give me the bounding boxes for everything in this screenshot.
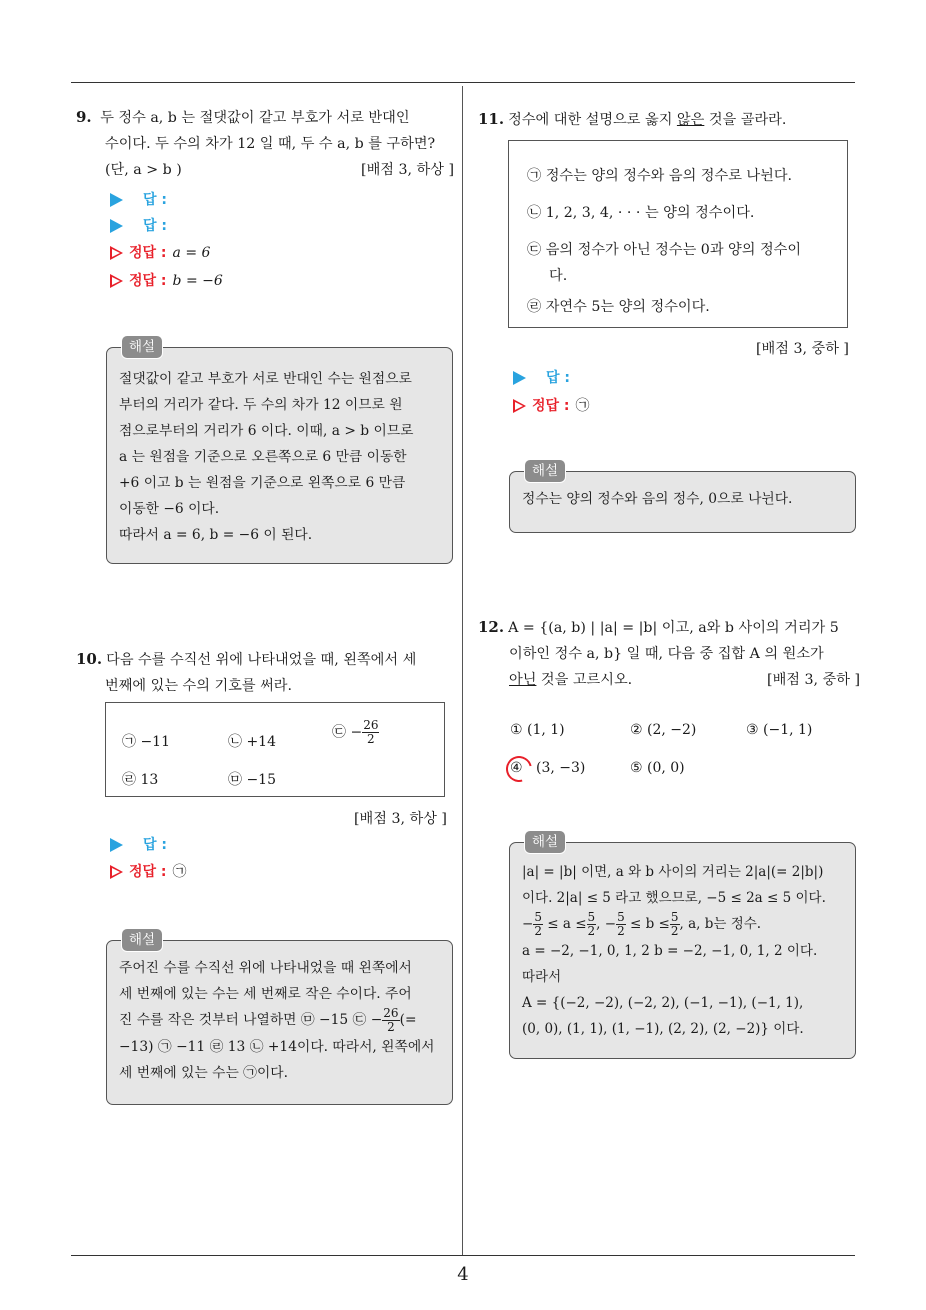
explanation-line: −13) ㉠ −11 ㉣ 13 ㉡ +14이다. 따라서, 왼쪽에서 <box>119 1039 435 1055</box>
play-icon <box>513 371 526 385</box>
explanation-line: 이다. 2|a| ≤ 5 라고 했으므로, −5 ≤ 2a ≤ 5 이다. <box>522 890 826 906</box>
answer-row[interactable] <box>110 216 167 236</box>
correct-value: ㉠ <box>172 864 187 880</box>
play-icon <box>110 193 123 207</box>
question-line: 두 정수 a, b 는 절댓값이 같고 부호가 서로 반대인 <box>100 110 410 126</box>
fraction-numerator: 26 <box>363 718 379 732</box>
option-item[interactable]: ㉣ 13 <box>122 772 159 788</box>
outline-triangle-icon <box>110 865 123 879</box>
option-item[interactable]: ㉢ 음의 정수가 아닌 정수는 0과 양의 정수이 <box>527 242 802 258</box>
column-divider <box>462 86 463 1256</box>
answer-label: 답 : <box>143 192 167 208</box>
underlined-word: 않은 <box>676 112 705 128</box>
underlined-word: 아닌 <box>509 672 537 688</box>
page-number: 4 <box>457 1264 469 1285</box>
correct-value: ㉠ <box>575 398 590 414</box>
outline-triangle-icon <box>110 246 123 260</box>
option-item-value: (3, −3) <box>536 760 586 776</box>
question-number: 10. <box>76 650 103 668</box>
explanation-box <box>106 932 453 1105</box>
options-box <box>105 702 445 797</box>
question-line: 이하인 정수 a, b} 일 때, 다음 중 집합 A 의 원소가 <box>509 646 824 662</box>
question-line: A = {(a, b) | |a| = |b| 이고, a와 b 사이의 거리가 5 <box>508 620 839 636</box>
explanation-box <box>106 339 453 564</box>
question-number: 12. <box>478 618 505 636</box>
play-icon <box>110 219 123 233</box>
explanation-line: − $\frac{5}{2}$ ≤ a ≤ $\frac{5}{2}$ , − $\frac{5}{2}$ ≤ b ≤ $\frac{5}{2}$ , a, b는 정수. <box>522 910 762 938</box>
option-item[interactable]: ㉡ +14 <box>228 734 276 750</box>
explanation-line: 세 번째에 있는 수는 세 번째로 작은 수이다. 주어 <box>119 986 412 1002</box>
option-item[interactable]: ㉢ − $\frac{26}{2}$ <box>332 718 379 746</box>
question-9 <box>76 104 454 183</box>
explanation-tag: 해설 <box>121 928 163 952</box>
explanation-line: 따라서 <box>522 969 562 985</box>
score-meta: [배점 3, 중하 ] <box>756 341 849 357</box>
correct-answer-row <box>110 862 187 882</box>
options-box <box>508 140 848 328</box>
option-item-cont: 다. <box>549 268 568 284</box>
option-item[interactable]: ② (2, −2) <box>630 722 697 738</box>
question-line: 수이다. 두 수의 차가 12 일 때, 두 수 a, b 를 구하면? <box>105 136 436 152</box>
option-item[interactable]: ㉠ −11 <box>122 734 170 750</box>
correct-label: 정답 : <box>532 398 570 414</box>
explanation-line: 이동한 −6 이다. <box>119 501 220 517</box>
explanation-line: 주어진 수를 수직선 위에 나타내었을 때 왼쪽에서 <box>119 960 412 976</box>
option-item[interactable]: ㉠ 정수는 양의 정수와 음의 정수로 나뉜다. <box>527 168 793 184</box>
option-item[interactable]: ⑤ (0, 0) <box>630 760 685 776</box>
explanation-line: (0, 0), (1, 1), (1, −1), (2, 2), (2, −2)} 이다. <box>522 1021 804 1037</box>
option-item[interactable]: ③ (−1, 1) <box>746 722 813 738</box>
question-12: 12. A = {(a, b) | |a| = |b| 이고, a와 b 사이의 거리가 5 이하인 정수 a, b} 일 때, 다음 중 집합 A 의 원소가 아닌 것을 고르시오. [배점 3, 중하 ] <box>478 614 860 693</box>
explanation-line: a = −2, −1, 0, 1, 2 b = −2, −1, 0, 1, 2 이다. <box>522 943 818 959</box>
explanation-line: 세 번째에 있는 수는 ㉠이다. <box>119 1065 289 1081</box>
correct-label: 정답 : <box>129 273 167 289</box>
answer-label: 답 : <box>546 370 570 386</box>
question-11: 11. 정수에 대한 설명으로 옳지 않은 것을 골라라. <box>478 110 787 128</box>
question-condition: (단, a > b ) <box>105 162 182 178</box>
correct-answer-row <box>513 396 590 416</box>
explanation-line: 따라서 a = 6, b = −6 이 된다. <box>119 527 313 543</box>
explanation-line: 정수는 양의 정수와 음의 정수, 0으로 나뉜다. <box>522 491 793 507</box>
question-10 <box>76 646 454 699</box>
explanation-line: |a| = |b| 이면, a 와 b 사이의 거리는 2|a|(= 2|b|) <box>522 864 824 880</box>
answer-row[interactable] <box>110 835 167 855</box>
option-item[interactable]: ㉣ 자연수 5는 양의 정수이다. <box>527 299 710 315</box>
explanation-line: 점으로부터의 거리가 6 이다. 이때, a > b 이므로 <box>119 423 414 439</box>
outline-triangle-icon <box>513 399 526 413</box>
score-meta: [배점 3, 하상 ] <box>361 162 454 178</box>
explanation-line: 절댓값이 같고 부호가 서로 반대인 수는 원점으로 <box>119 371 412 387</box>
explanation-tag: 해설 <box>121 335 163 359</box>
play-icon <box>110 838 123 852</box>
answer-row[interactable] <box>110 190 167 210</box>
outline-triangle-icon <box>110 274 123 288</box>
explanation-line: 진 수를 작은 것부터 나열하면 ㉤ −15 ㉢ − $\frac{26}{2}$ (= <box>119 1006 417 1034</box>
explanation-line: A = {(−2, −2), (−2, 2), (−1, −1), (−1, 1), <box>522 995 804 1011</box>
option-item-selected[interactable]: ④ <box>510 760 523 776</box>
correct-label: 정답 : <box>129 245 167 261</box>
explanation-line: +6 이고 b 는 원점을 기준으로 왼쪽으로 6 만큼 <box>119 475 406 491</box>
explanation-box <box>509 834 856 1059</box>
option-item[interactable]: ① (1, 1) <box>510 722 565 738</box>
option-item[interactable]: ㉡ 1, 2, 3, 4, · · · 는 양의 정수이다. <box>527 205 755 221</box>
options-area <box>510 720 860 790</box>
fraction-denominator: 2 <box>367 732 375 746</box>
selected-circle-mark <box>501 751 537 787</box>
explanation-tag: 해설 <box>524 459 566 483</box>
bottom-rule <box>71 1255 855 1256</box>
correct-label: 정답 : <box>129 864 167 880</box>
explanation-line: a 는 원점을 기준으로 오른쪽으로 6 만큼 이동한 <box>119 449 407 465</box>
top-rule <box>71 82 855 83</box>
explanation-tag: 해설 <box>524 830 566 854</box>
answer-label: 답 : <box>143 218 167 234</box>
question-number: 11. <box>478 110 505 128</box>
correct-answer-row <box>110 271 223 291</box>
correct-answer-row <box>110 243 210 263</box>
correct-value: b = −6 <box>172 273 223 289</box>
explanation-line: 부터의 거리가 같다. 두 수의 차가 12 이므로 원 <box>119 397 403 413</box>
correct-value: a = 6 <box>172 245 211 261</box>
question-number: 9. <box>76 108 92 126</box>
answer-row[interactable] <box>513 368 570 388</box>
option-item[interactable]: ㉤ −15 <box>228 772 276 788</box>
score-meta: [배점 3, 중하 ] <box>767 672 860 688</box>
explanation-box <box>509 463 856 533</box>
score-meta: [배점 3, 하상 ] <box>354 811 447 827</box>
question-line: 다음 수를 수직선 위에 나타내었을 때, 왼쪽에서 세 <box>106 652 417 668</box>
answer-label: 답 : <box>143 837 167 853</box>
question-line: 번째에 있는 수의 기호를 써라. <box>105 678 293 694</box>
